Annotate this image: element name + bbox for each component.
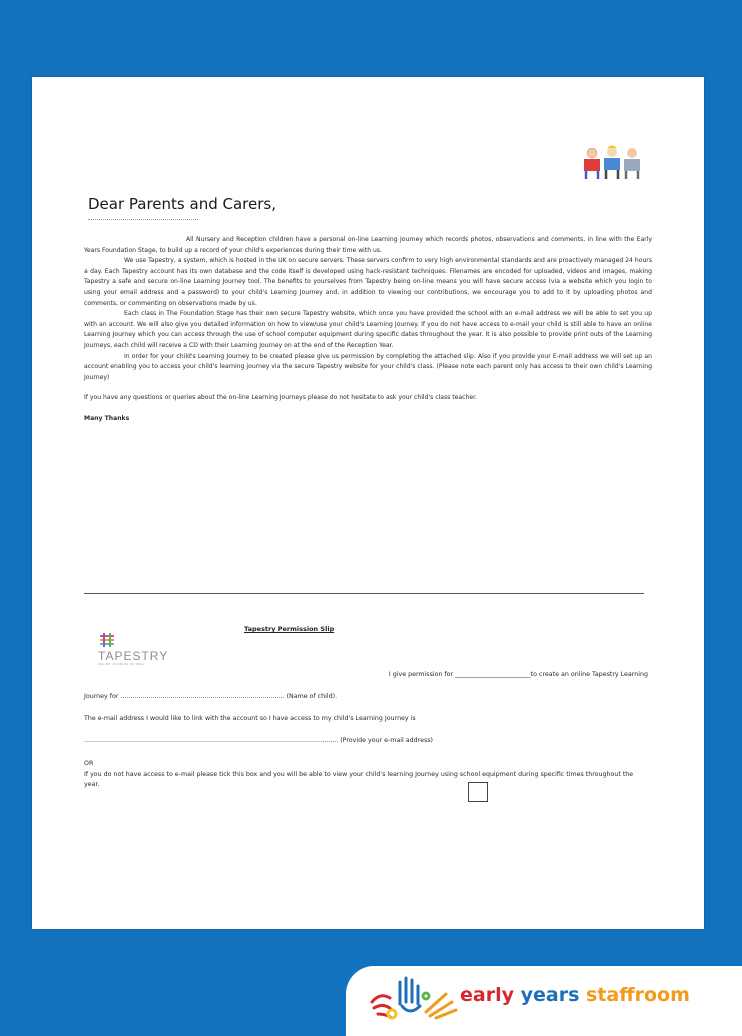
letter-page: [32, 77, 704, 929]
paragraph: All Nursery and Reception children have a personal on-line Learning Journey which records photos, observations and comments, in line with the Early Years Foundation Stage, to build up a record of your child's experiences during their time with us.: [84, 236, 652, 254]
slip-line-child-name: Journey for .................................................................................. (Name of child).: [84, 693, 338, 700]
brand-word-years: years: [520, 984, 580, 1006]
tapestry-logo-subtext: ONLINE LEARNING JOURNAL: [98, 663, 145, 666]
brand-footer: [346, 966, 742, 1036]
paragraph: We use Tapestry, a system, which is hosted in the UK on secure servers. These servers confirm to very high environmental standards and are proactively managed 24 hours a day. Each Tapestry account has its own database and the code itself is developed using hack-resistant techniques. Filenames are encoded for uploaded, videos and images, making Tapestry a safe and secure on-line Learning Journey tool. The benefits to yourselves from Tapestry being on-line means you will have secure access (via a website which you login to using your email address and a password) to your child's Learning Journey and, in addition to viewing our contributions, we encourage you to add to it by uploading photos and comments, or commenting on observations made by us.: [84, 257, 652, 307]
paragraph: If you have any questions or queries about the on-line Learning Journeys please do not hesitate to ask your child's class teacher.: [84, 394, 478, 402]
brand-wordmark: [460, 984, 690, 1006]
slip-line-email: ............................................................................................................................... (Provide your e-mail address): [84, 737, 433, 744]
tapestry-logo: [86, 625, 196, 665]
greeting-underline: [88, 219, 198, 221]
brand-word-early: early: [460, 984, 514, 1006]
slip-line-no-email: If you do not have access to e-mail please tick this box and you will be able to view your child's learning Journey using school equipment during specific times throughout the year.: [84, 771, 634, 788]
paragraph: In order for your child's Learning Journey to be created please give us permission by completing the attached slip. Also if you provide your E-mail address we will set up an account enabling you to access your child's learning journey via the secure Tapestry website for your child's class. (Please note each parent only has access to their own child's Learning Journey): [84, 352, 652, 381]
tapestry-mark-icon: [100, 633, 114, 647]
tapestry-logo-text: TAPESTRY: [98, 649, 169, 663]
paragraph: Each class in The Foundation Stage has their own secure Tapestry website, which once you have provided the school with an e-mail address we will be able to set you up with an account. We will also give you detailed information on how to view/use your child's Learning Journey. If you do not have access to e-mail your child is still able to have an online Learning Journey which you can access through the use of school computer equipment during specific dates throughout the year. It is also possible to provide print outs of the Learning Journeys, each child will receive a CD with their Learning Journey on at the end of the Reception Year.: [84, 310, 652, 349]
slip-line-email-intro: The e-mail address I would like to link with the account so I have access to my child's Learning Journey is: [84, 715, 416, 722]
no-email-checkbox[interactable]: [468, 782, 488, 802]
brand-word-staffroom: staffroom: [586, 984, 690, 1006]
sign-off: Many Thanks: [84, 414, 130, 422]
children-illustration-icon: [580, 145, 644, 181]
divider: [84, 593, 644, 594]
letter-greeting: Dear Parents and Carers,: [88, 195, 276, 213]
slip-title: Tapestry Permission Slip: [244, 625, 335, 633]
letter-body: [84, 235, 652, 425]
hands-logo-icon: [366, 972, 458, 1022]
slip-line-permission: I give permission for ________________________to create an online Tapestry Learning: [388, 671, 648, 678]
slip-or: OR: [84, 760, 94, 767]
